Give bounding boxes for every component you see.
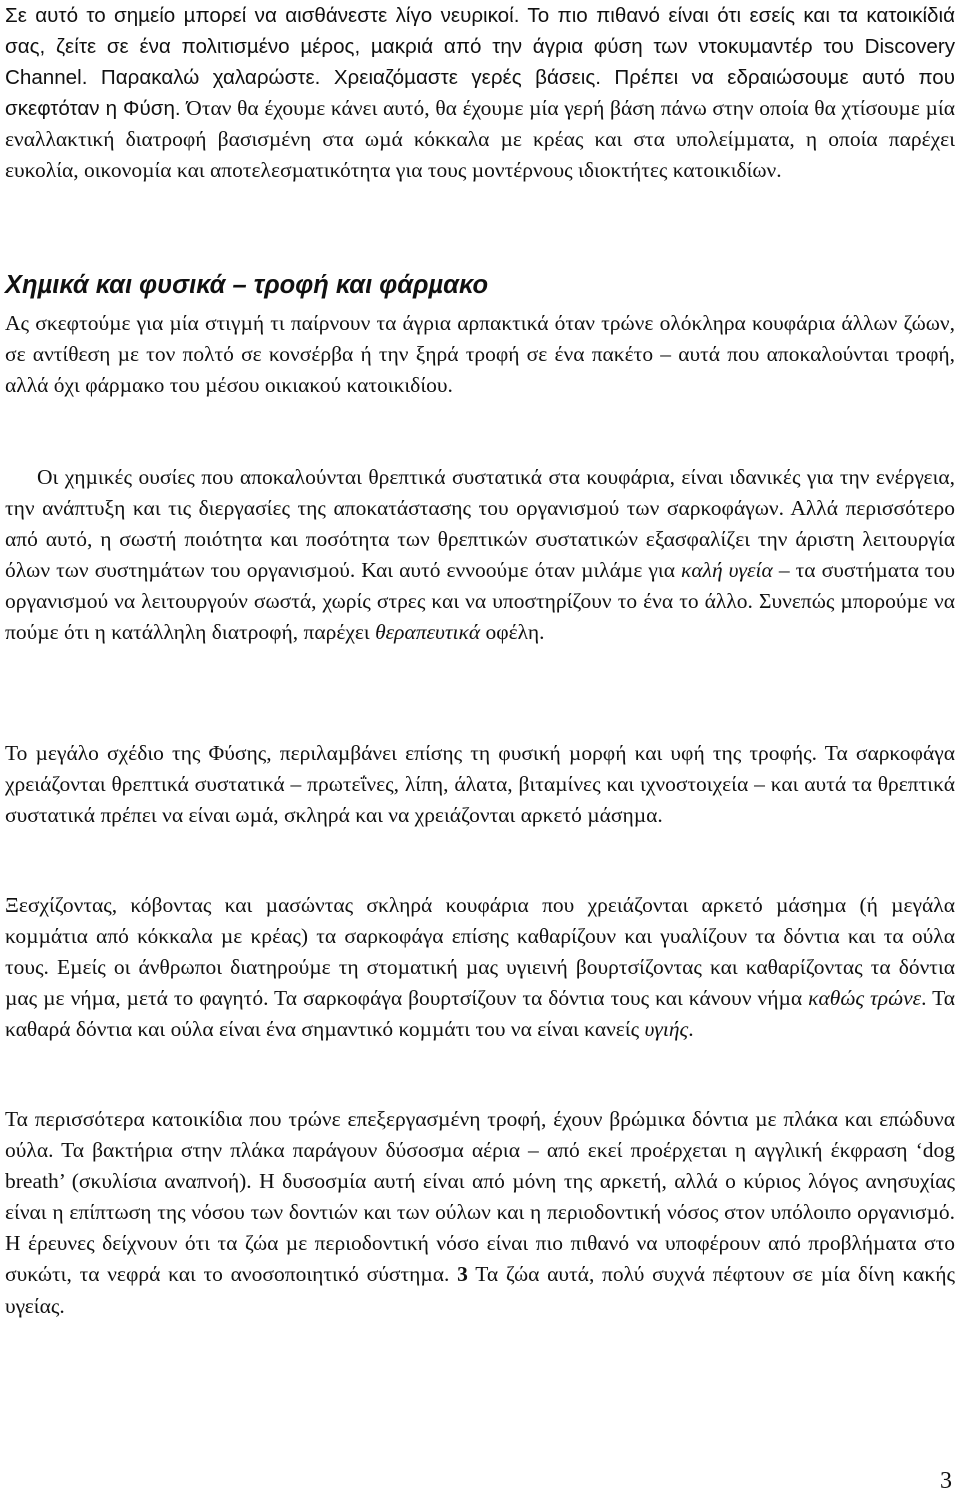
section-heading: Χηµικά και φυσικά – τροφή και φάρµακο bbox=[5, 271, 489, 299]
paragraph-5-text-b: Τα ζώα αυτά, πολύ συχνά πέφτουν σε µία δίνη κακής υγείας. bbox=[5, 1262, 956, 1318]
intro-text-serif: Όταν θα έχουµε κάνει αυτό, θα έχουµε µία γερή βάση πάνω στην οποία θα χτίσουµε µία εναλλακτική διατροφή βασισµένη στα ωµά κόκκαλα µε κρέας και στα υπολείµµατα, η οποία παρέχει ευκολία, οικονοµία και αποτελεσµατικότητα για τους µοντέρνους ιδιοκτήτες κατοικιδίων. bbox=[5, 96, 955, 183]
paragraph-4-text-b: . Τα καθαρά δόντια και ούλα είναι ένα σηµαντικό κοµµάτι του να είναι κανείς bbox=[5, 986, 955, 1042]
intro-paragraph bbox=[5, 0, 955, 187]
intro-text-sans: Σε αυτό το σηµείο µπορεί να αισθάνεστε λίγο νευρικοί. Το πιο πιθανό είναι ότι εσείς και τα κατοικίδιά σας, ζείτε σε ένα πολιτισµένο µέρος, µακριά από την άγρια φύση των ντοκυµαντέρ του Discovery Channel. Παρακαλώ χαλαρώστε. Χρειαζόµαστε γερές βάσεις. Πρέπει να εδραιώσουµε αυτό που σκεφτόταν η Φύση. bbox=[5, 4, 955, 121]
paragraph-4 bbox=[5, 890, 955, 1045]
paragraph-5-text-a: Τα περισσότερα κατοικίδια που τρώνε επεξεργασµένη τροφή, έχουν βρώµικα δόντια µε πλάκα και επώδυνα ούλα. Τα βακτήρια στην πλάκα παράγουν δύσοσµα αέρια – από εκεί προέρχεται η αγγλική έκφραση ‘dog breath’ (σκυλίσια αναπνοή). Η δυσοσµία αυτή είναι από µόνη της αρκετή, αλλά ο κύριος λόγος ανησυχίας είναι η επίπτωση της νόσου των δοντιών και των ούλων και η περιοδοντική νόσος στον υπόλοιπο οργανισµό. Η έρευνες δείχνουν ότι τα ζώα µε περιοδοντική νόσο είναι πιο πιθανό να υποφέρουν από προβλήµατα στο συκώτι, τα νεφρά και το ανοσοποιητικό σύστηµα. bbox=[5, 1107, 955, 1287]
paragraph-5 bbox=[5, 1104, 955, 1322]
reference-number: 3 bbox=[457, 1262, 468, 1287]
paragraph-2-text-a: Οι χηµικές ουσίες που αποκαλούνται θρεπτικά συστατικά στα κουφάρια, είναι ιδανικές για την ενέργεια, την ανάπτυξη και τις διεργασίες της αποκατάστασης του οργανισµού των σαρκοφάγων. Αλλά περισσότερο από αυτό, η σωστή ποιότητα και ποσότητα των θρεπτικών συστατικών εξασφαλίζει την άριστη λειτουργία όλων των συστηµάτων του οργανισµού. Και αυτό εννοούµε όταν µιλάµε για bbox=[5, 465, 955, 583]
paragraph-2-text-b: – τα συστήµατα του οργανισµού να λειτουργούν σωστά, χωρίς στρες και να υποστηρίζουν το ένα το άλλο. Συνεπώς µπορούµε να πούµε ότι η κατάλληλη διατροφή, παρέχει bbox=[5, 558, 955, 645]
page-number: 3 bbox=[940, 1468, 952, 1494]
paragraph-2-text-c: οφέλη. bbox=[480, 620, 545, 645]
paragraph-3: Το µεγάλο σχέδιο της Φύσης, περιλαµβάνει επίσης τη φυσική µορφή και υφή της τροφής. Τα σαρκοφάγα χρειάζονται θρεπτικά συστατικά – πρωτεΐνες, λίπη, άλατα, βιταµίνες και ιχνοστοιχεία – και αυτά τα θρεπτικά συστατικά πρέπει να είναι ωµά, σκληρά και να χρειάζονται αρκετό µάσηµα. bbox=[5, 741, 955, 828]
paragraph-4-emphasis-2: υγιής bbox=[644, 1017, 689, 1042]
paragraph-4-text-a: Ξεσχίζοντας, κόβοντας και µασώντας σκληρά κουφάρια που χρειάζονται αρκετό µάσηµα (ή µεγάλα κοµµάτια από κόκκαλα µε κρέας) τα σαρκοφάγα επίσης καθαρίζουν και γυαλίζουν τα δόντια και τα ούλα τους. Εµείς οι άνθρωποι διατηρούµε τη στοµατική µας υγιεινή βουρτσίζοντας και καθαρίζοντας τα δόντια µας µε νήµα, µετά το φαγητό. Τα σαρκοφάγα βουρτσίζουν τα δόντια τους και κάνουν νήµα bbox=[5, 893, 955, 1011]
paragraph-2 bbox=[5, 462, 955, 649]
paragraph-4-text-c: . bbox=[688, 1017, 694, 1042]
paragraph-2-emphasis-1: καλή υγεία bbox=[681, 558, 773, 583]
paragraph-1: Ας σκεφτούµε για µία στιγµή τι παίρνουν τα άγρια αρπακτικά όταν τρώνε ολόκληρα κουφάρια άλλων ζώων, σε αντίθεση µε τον πολτό σε κονσέρβα ή την ξηρά τροφή σε ένα πακέτο – αυτά που αποκαλούνται τροφή, αλλά όχι φάρµακο του µέσου οικιακού κατοικιδίου. bbox=[5, 311, 955, 398]
paragraph-4-emphasis-1: καθώς τρώνε bbox=[808, 986, 922, 1011]
paragraph-2-emphasis-2: θεραπευτικά bbox=[375, 620, 481, 645]
